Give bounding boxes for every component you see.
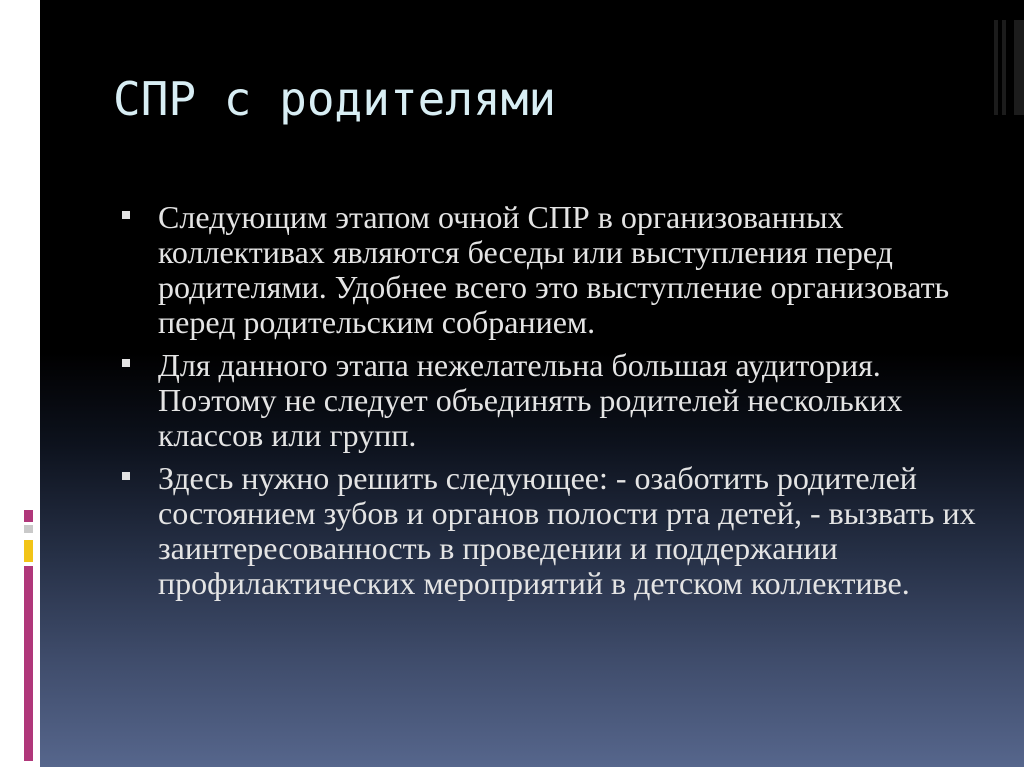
bullet-item (122, 200, 1002, 340)
side-bar-yellow (24, 540, 33, 562)
slide (40, 0, 1024, 767)
bullet-text: Следующим этапом очной СПР в организованных коллективах являются беседы или выступления перед родителями. Удобнее всего это выступление организовать перед родительским собранием. (158, 199, 950, 340)
side-bar-pink-long (24, 566, 33, 761)
slide-title: СПР с родителями (113, 72, 557, 126)
side-bar-pink (24, 510, 33, 522)
decorative-side-bars (20, 0, 40, 767)
square-bullet-icon (122, 359, 130, 367)
corner-accent-stripe (994, 20, 998, 115)
side-bar-gray (24, 525, 33, 533)
bullet-list (122, 200, 1002, 609)
bullet-text: Для данного этапа нежелательна большая аудитория. Поэтому не следует объединять родителей нескольких классов или групп. (158, 347, 903, 453)
square-bullet-icon (122, 211, 130, 219)
bullet-item (122, 461, 1002, 601)
corner-accent-stripe (1002, 20, 1006, 115)
square-bullet-icon (122, 472, 130, 480)
corner-accent-block (1014, 20, 1024, 115)
bullet-item (122, 348, 1002, 453)
bullet-text: Здесь нужно решить следующее: - озаботить родителей состоянием зубов и органов полости рта детей, - вызвать их заинтересованность в проведении и поддержании профилактических мероприятий в детском коллективе. (158, 460, 976, 601)
